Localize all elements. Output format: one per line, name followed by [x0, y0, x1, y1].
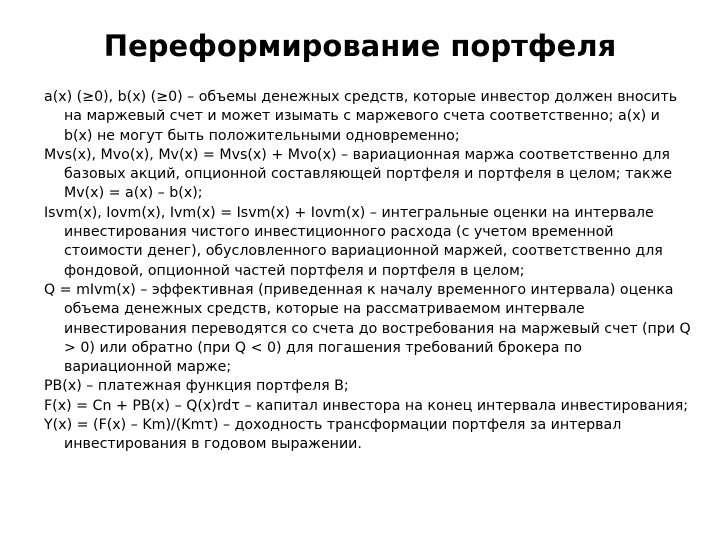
slide-body [44, 88, 692, 455]
definition-item [44, 88, 692, 146]
definition-item [44, 204, 692, 281]
definition-text: Q = mIvm(x) – эффективная (приведенная к началу временного интервала) оценка объема денежных средств, которые на рассматриваемом интервале инвестирования переводятся со счета до востребования на маржевый счет (при Q > 0) или обратно (при Q < 0) для погашения требований брокера по вариационной марже; [44, 281, 691, 376]
definition-item [44, 281, 692, 377]
definition-text: F(x) = Cn + PB(x) – Q(x)rdτ – капитал инвестора на конец интервала инвестирования; [44, 397, 689, 414]
definition-item [44, 146, 692, 204]
definition-item [44, 377, 692, 396]
definition-item [44, 416, 692, 455]
definition-text: Mvs(x), Mvo(x), Mv(x) = Mvs(x) + Mvo(x) – вариационная маржа соответственно для базовых акций, опционной составляющей портфеля и портфеля в целом; также Mv(x) = a(x) – b(x); [44, 146, 673, 202]
definition-text: Isvm(x), Iovm(x), Ivm(x) = Isvm(x) + Iovm(x) – интегральные оценки на интервале инвестирования чистого инвестиционного расхода (с учетом временной стоимости денег), обусловленного вариационной маржей, соответственно для фондовой, опционной частей портфеля и портфеля в целом; [44, 204, 663, 279]
definition-text: a(x) (≥0), b(x) (≥0) – объемы денежных средств, которые инвестор должен вносить на маржевый счет и может изымать с маржевого счета соответственно; a(x) и b(x) не могут быть положительными одновременно; [44, 89, 678, 144]
definition-text: PB(x) – платежная функция портфеля B; [44, 378, 349, 395]
slide-title: Переформирование портфеля [103, 29, 617, 63]
definition-item [44, 397, 692, 416]
definition-text: Y(x) = (F(x) – Km)/(Kmτ) – доходность трансформации портфеля за интервал инвестирования в годовом выражении. [44, 417, 622, 453]
